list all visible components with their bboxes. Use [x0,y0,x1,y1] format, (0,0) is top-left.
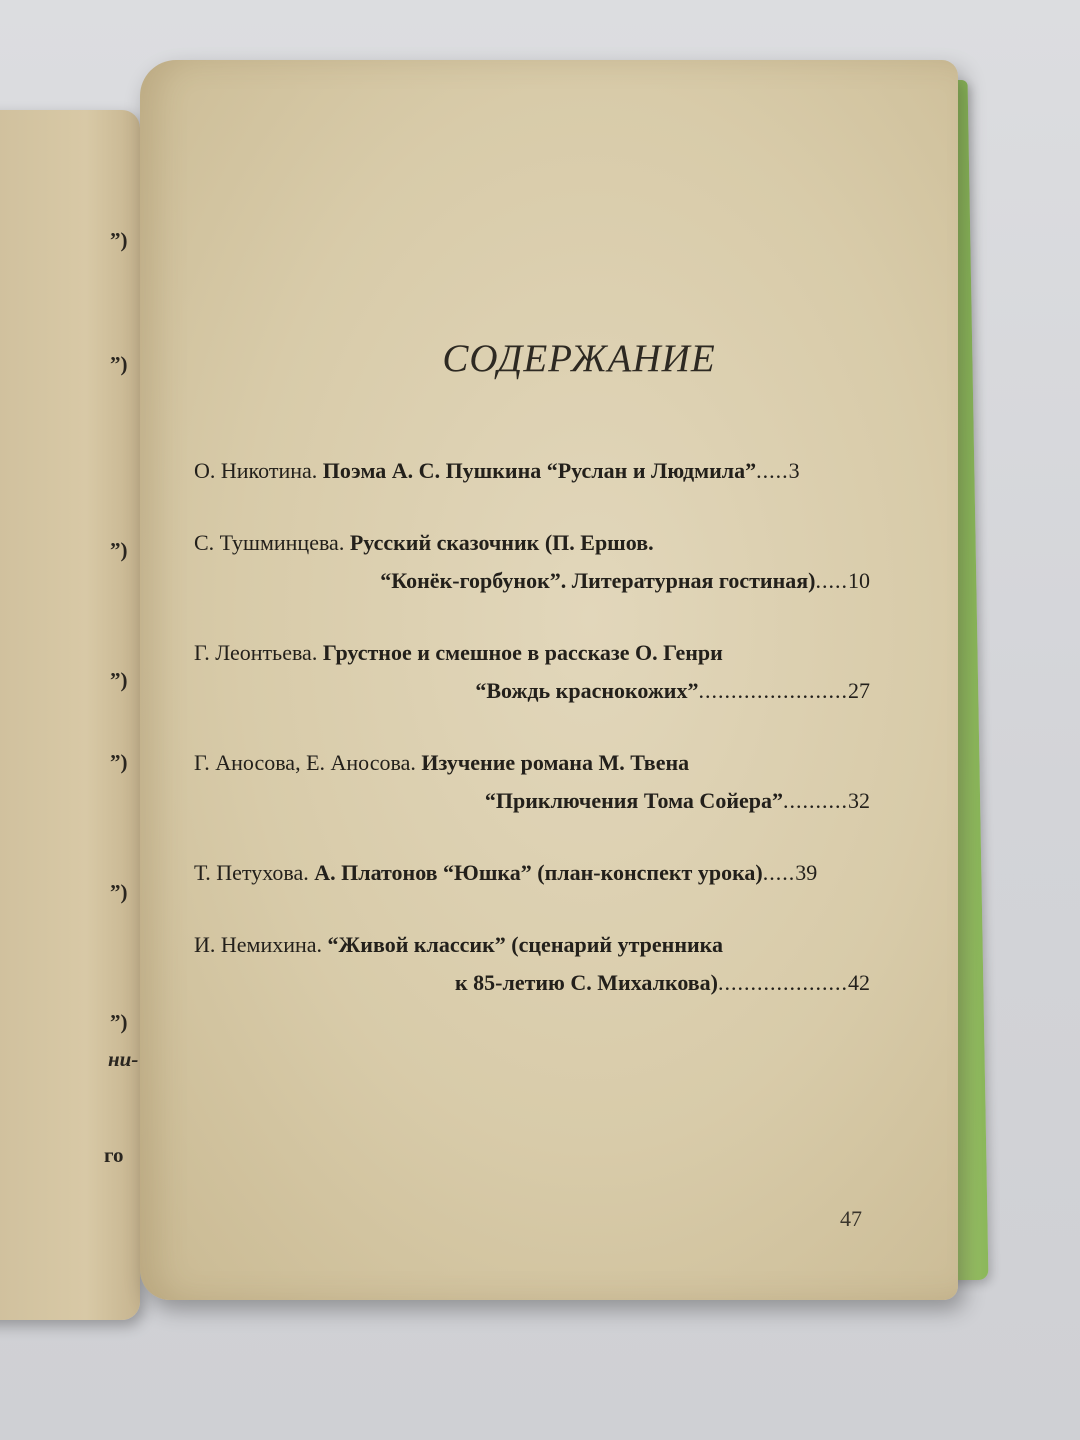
toc-entry [194,854,870,892]
booklet-page [140,60,958,1300]
page-number: 47 [840,1206,862,1231]
toc-entry [194,744,870,820]
toc-entry [194,524,870,600]
toc-dots: ....................... [698,678,848,703]
left-page-fragment: ”) [110,668,128,692]
toc-work-title-continued: “Конёк-горбунок”. Литературная гостиная) [380,568,816,593]
toc-page-number: 39 [795,860,818,885]
toc-author: О. Никотина. [194,458,318,483]
toc-work-title: “Живой классик” (сценарий утренника [327,932,724,957]
toc-author: С. Тушминцева. [194,530,345,555]
page-title: СОДЕРЖАНИЕ [442,337,716,380]
toc-page-number: 27 [848,678,870,703]
left-page-fragment: ”) [110,750,128,774]
left-page-fragment: ”) [110,538,128,562]
left-page-fragment: ”) [110,352,128,376]
toc-work-title: Изучение романа М. Твена [421,750,690,775]
toc-work-title: Русский сказочник (П. Ершов. [349,530,654,555]
toc-work-title: Грустное и смешное в рассказе О. Генри [322,640,723,665]
toc-work-title-continued: к 85-летию С. Михалкова) [454,970,718,995]
toc-author: Т. Петухова. [194,860,309,885]
toc-work-title-continued: “Приключения Тома Сойера” [484,788,783,813]
toc-page-number: 10 [848,568,870,593]
left-page [0,110,140,1320]
toc-page-number: 32 [848,788,870,813]
toc-dots: .......... [783,788,848,813]
left-page-fragment: ”) [110,880,128,904]
toc-page-number: 3 [788,458,800,483]
left-page-fragment: ни- [108,1047,139,1071]
toc-page-number: 42 [848,970,870,995]
left-page-fragment: ”) [110,228,128,252]
left-page-fragment: ”) [110,1010,128,1034]
toc-work-title: Поэма А. С. Пушкина “Руслан и Людмила” [322,458,757,483]
toc-work-title-continued: “Вождь краснокожих” [475,678,699,703]
toc-dots: ..... [756,458,789,483]
toc-author: Г. Аносова, Е. Аносова. [194,750,416,775]
toc-entry [194,452,870,490]
toc-entry [194,634,870,710]
toc-dots: ..... [762,860,796,885]
toc-dots: ..... [815,568,848,593]
table-of-contents [194,452,870,1036]
toc-work-title: А. Платонов “Юшка” (план-конспект урока) [314,860,763,885]
toc-author: И. Немихина. [194,932,323,957]
toc-entry [194,926,870,1002]
toc-dots: .................... [718,970,848,995]
toc-author: Г. Леонтьева. [194,640,318,665]
left-page-fragment: го [104,1143,124,1167]
